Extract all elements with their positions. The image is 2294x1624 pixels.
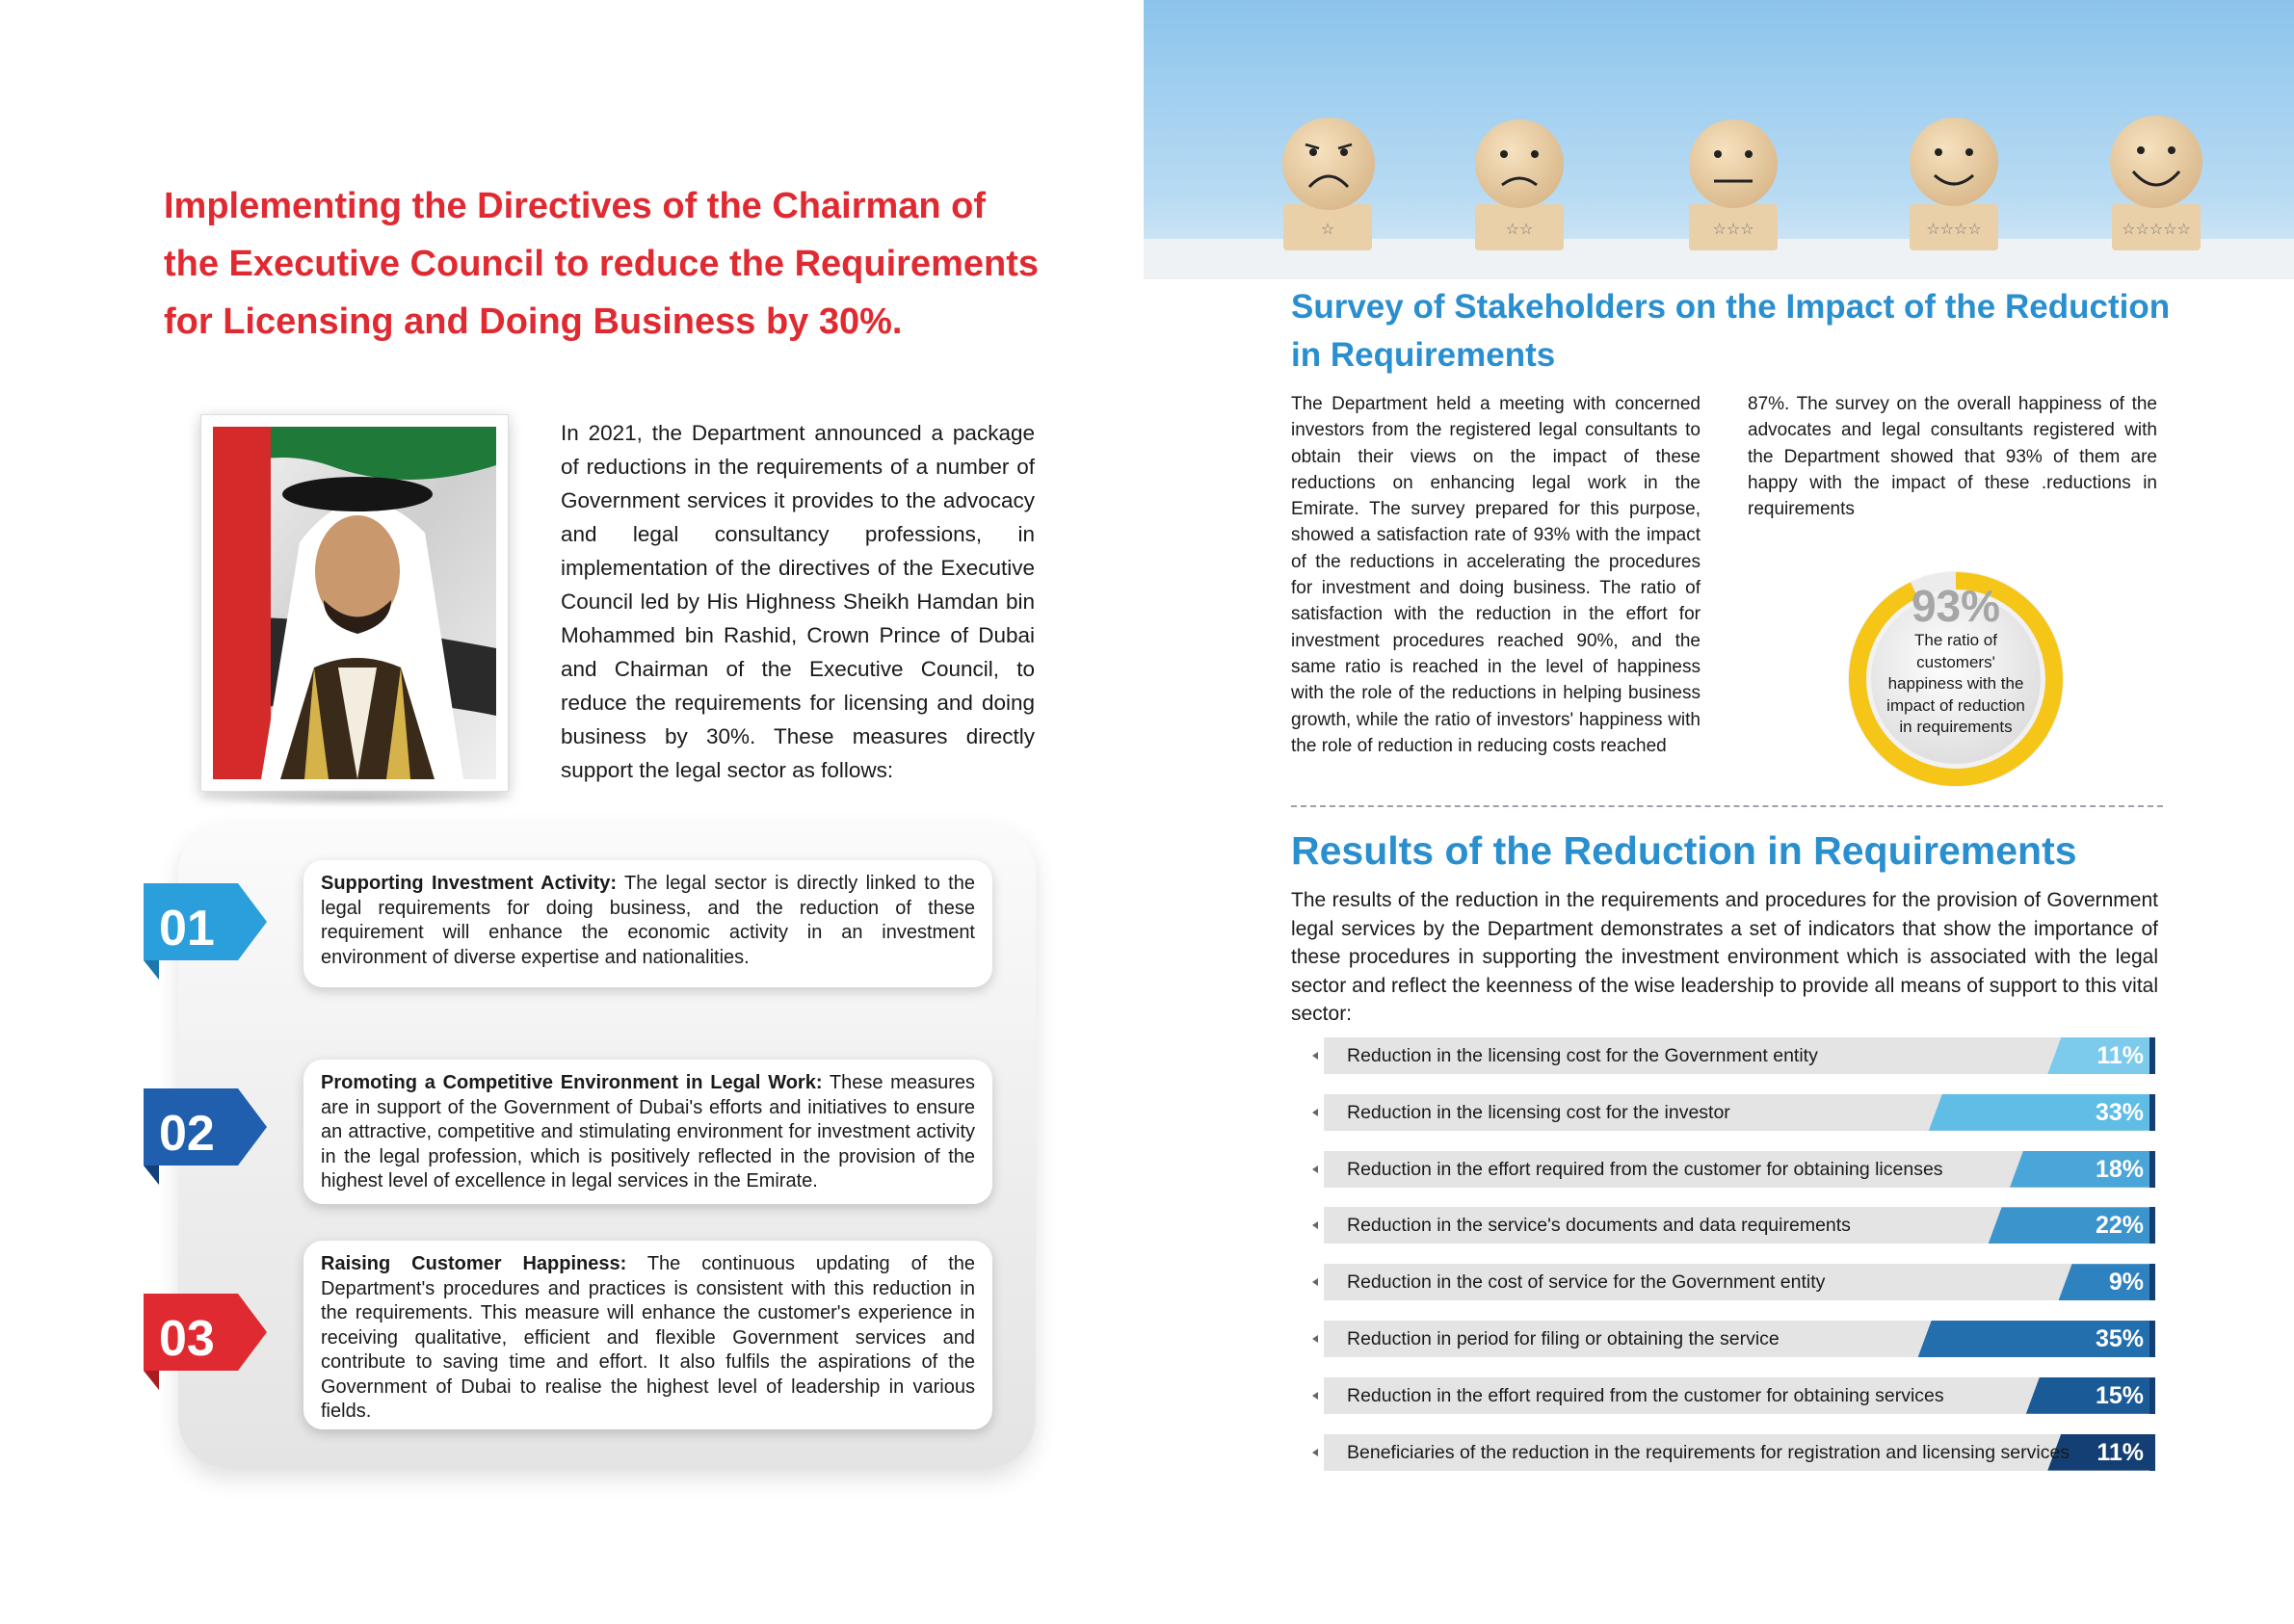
measure-card-2 [303,1060,992,1204]
measure-2-heading: Promoting a Competitive Environment in Legal Work: [321,1072,823,1093]
bar-value-1: 11% [2096,1042,2144,1069]
bar-bullet-icon [1312,1278,1318,1286]
portrait-image [213,427,496,779]
bar-end-cap [2149,1321,2155,1357]
bar-end-cap [2149,1264,2155,1300]
bar-end-cap [2149,1434,2155,1471]
bar-value-6: 35% [2095,1325,2144,1352]
bar-row-1 [1312,1037,2155,1074]
bar-row-5 [1312,1264,2155,1300]
bar-bullet-icon [1312,1109,1318,1116]
bar-bullet-icon [1312,1449,1318,1456]
results-paragraph: The results of the reduction in the requirements and procedures for the provision of Government legal services by the Department demonstrates a set of indicators that show the importance of these procedures in supporting the investment environment which is associated with the legal sector and reflect the keenness of the wise leadership to provide all means of support to this vital sector: [1291,889,2158,1025]
bar-track [1324,1207,2155,1244]
happiness-gauge [1835,559,2076,799]
measure-1-number: 01 [159,901,215,956]
bar-track [1324,1151,2155,1188]
bar-track [1324,1094,2155,1131]
measures-panel [159,824,1036,1469]
rating-stars-2: ☆☆ [1505,220,1534,238]
happiness-rating-photo [1144,0,2294,279]
bar-end-cap [2149,1037,2155,1074]
bar-label-1: Reduction in the licensing cost for the Government entity [1347,1045,1818,1066]
bar-bullet-icon [1312,1166,1318,1173]
bar-track [1324,1037,2155,1074]
measure-card-1 [303,860,992,987]
bar-track [1324,1264,2155,1300]
bar-row-6 [1312,1321,2155,1357]
measure-2-number: 02 [159,1106,215,1162]
bar-value-5: 9% [2108,1269,2144,1297]
measure-2-text: These measures are in support of the Government of Dubai's efforts and initiatives to ensure an attractive, competitive and stimulating environment for investment activity in the legal profession, which is positively reflected in the provision of the highest level of excellence in legal services in the Emirate. [321,1072,975,1192]
bar-label-8: Beneficiaries of the reduction in the requirements for registration and licensing services [1347,1441,2070,1463]
bar-end-cap [2149,1377,2155,1414]
survey-text-column-2: 87%. The survey on the overall happiness of the advocates and legal consultants registered with the Department showed that 93% of them are happy with the impact of these .reductions in requirements [1748,394,2157,520]
rating-stars-1: ☆ [1320,220,1335,238]
measure-3-badge [144,1294,267,1390]
bar-end-cap [2149,1151,2155,1188]
bar-track [1324,1434,2155,1471]
left-page-title: Implementing the Directives of the Chairman of the Executive Council to reduce the Requirements for Licensing and Doing Business by 30%. [164,186,1039,342]
bar-value-7: 15% [2095,1381,2144,1409]
measure-2-badge [144,1088,267,1185]
survey-text-column-1: The Department held a meeting with concerned investors from the registered legal consultants to obtain their views on the impact of these reductions on enhancing legal work in the Emirate. The survey prepared for this purpose, showed a satisfaction rate of 93% with the impact of the reductions in accelerating the procedures for investment and doing business. The ratio of satisfaction with the reduction in the effort for investment procedures reached 90%, and the same ratio is reached in the level of happiness with the role of the reductions in helping business growth, while the ratio of investors' happiness with the role of reduction in reducing costs reached [1291,394,1701,756]
measure-card-3 [303,1241,992,1429]
bar-bullet-icon [1312,1335,1318,1343]
measure-3-number: 03 [159,1311,215,1367]
section-divider [1291,805,2163,807]
bar-value-8: 11% [2096,1438,2144,1466]
bar-label-3: Reduction in the effort required from the customer for obtaining licenses [1347,1158,1943,1180]
bar-value-2: 33% [2095,1098,2144,1126]
rating-stars-4: ☆☆☆☆ [1926,220,1982,238]
results-title: Results of the Reduction in Requirements [1291,828,2077,873]
gauge-caption: The ratio of customers' happiness with the impact of reduction in requirements [1886,631,2025,736]
rating-stars-3: ☆☆☆ [1712,220,1754,238]
bar-label-7: Reduction in the effort required from the customer for obtaining services [1347,1384,1944,1406]
bar-row-4 [1312,1207,2155,1244]
survey-title: Survey of Stakeholders on the Impact of the Reduction in Requirements [1291,288,2171,374]
bar-label-5: Reduction in the cost of service for the Government entity [1347,1271,1826,1294]
measure-1-badge [144,883,267,980]
bar-label-6: Reduction in period for filing or obtaining the service [1347,1328,1780,1349]
bar-track [1324,1377,2155,1414]
bar-value-3: 18% [2095,1155,2144,1183]
bar-label-4: Reduction in the service's documents and data requirements [1347,1215,1851,1237]
bar-end-cap [2149,1094,2155,1131]
measure-3-text: The continuous updating of the Department's procedures and practices is consistent with this reduction in the requirements. This measure will enhance the customer's experience in receiving qualitative, efficient and flexible Government services and contribute to saving time and effort. It also fulfils the aspirations of the Government of Dubai to realise the highest level of leadership in various fields. [321,1253,975,1422]
bar-row-2 [1312,1094,2155,1131]
measure-1-text: The legal sector is directly linked to the legal requirements for doing business, and the reduction of these requirement will enhance the economic activity in an investment environment of diverse expertise and nationalities. [321,873,975,968]
portrait-shadow [193,788,520,807]
bar-row-7 [1312,1377,2155,1414]
bar-track [1324,1321,2155,1357]
measure-1-heading: Supporting Investment Activity: [321,873,618,894]
bar-bullet-icon [1312,1221,1318,1229]
bar-bullet-icon [1312,1392,1318,1400]
bar-value-4: 22% [2095,1212,2144,1240]
portrait-photo [200,414,509,792]
measure-3-heading: Raising Customer Happiness: [321,1253,627,1274]
bar-end-cap [2149,1207,2155,1244]
rating-stars-5: ☆☆☆☆☆ [2122,220,2191,238]
gauge-value: 93% [1911,581,2001,631]
bar-bullet-icon [1312,1052,1318,1060]
intro-paragraph: In 2021, the Department announced a package of reductions in the requirements of a number of Government services it provides to the advocacy and legal consultancy professions, in implementation of the directives of the Executive Council led by His Highness Sheikh Hamdan bin Mohammed bin Rashid, Crown Prince of Dubai and Chairman of the Executive Council, to reduce the requirements for licensing and doing business by 30%. These measures directly support the legal sector as follows: [561,421,1035,782]
bar-row-8 [1312,1434,2155,1471]
bar-row-3 [1312,1151,2155,1188]
bar-label-2: Reduction in the licensing cost for the investor [1347,1101,1730,1123]
